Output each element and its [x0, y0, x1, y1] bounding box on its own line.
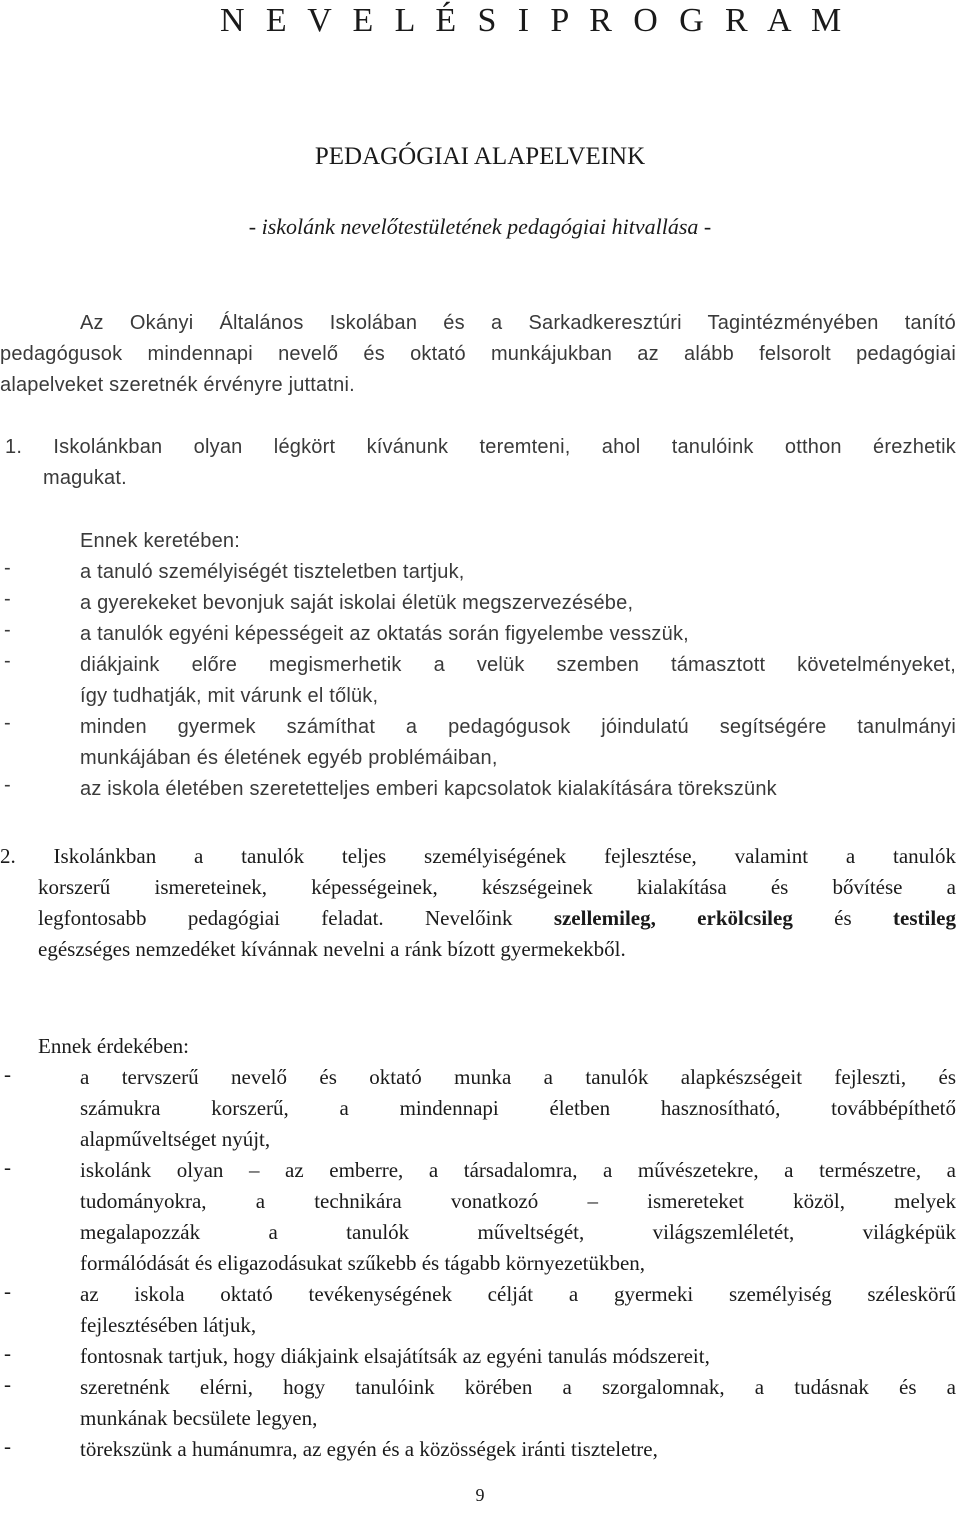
principle-1 — [5, 432, 956, 494]
list-dash: - — [4, 588, 11, 610]
list-item-text: munkának becsülete legyen, — [80, 1406, 318, 1430]
list-item — [0, 588, 956, 619]
list-item-text: a tanuló személyiségét tiszteletben tartjuk, — [80, 561, 465, 583]
list-item — [0, 1279, 956, 1341]
list-dash: - — [4, 619, 11, 641]
list-item — [0, 1155, 956, 1279]
list-item — [0, 774, 956, 805]
list-item-text: diákjaink előre megismerhetik a velük szemben támasztott követelményeket, — [80, 654, 956, 676]
list-dash: - — [4, 774, 11, 796]
subtitle: - iskolánk nevelőtestületének pedagógiai hitvallása - — [248, 214, 712, 239]
list-item — [0, 557, 956, 588]
intro-line: Az Okányi Általános Iskolában és a Sarkadkeresztúri Tagintézményében tanító — [80, 312, 956, 334]
frame-2-lead: Ennek érdekében: — [38, 1034, 190, 1058]
frame-1-list — [0, 526, 956, 805]
frame-1-lead: Ennek keretében: — [80, 530, 240, 552]
frame-2-list — [0, 1031, 956, 1465]
main-title: N E V E L É S I P R O G R A M — [220, 2, 848, 39]
principle-2-line: korszerű ismereteinek, képességeinek, készségeinek kialakítása és bővítése a — [38, 875, 956, 899]
list-dash: - — [4, 557, 11, 579]
list-item-text: szeretnénk elérni, hogy tanulóink körében a szorgalomnak, a tudásnak és a — [80, 1375, 956, 1399]
principle-1-line: magukat. — [43, 467, 127, 489]
list-item-text: fontosnak tartjuk, hogy diákjaink elsajátítsák az egyéni tanulás módszereit, — [80, 1344, 710, 1368]
list-dash: - — [4, 1341, 11, 1365]
list-item — [0, 650, 956, 712]
list-dash: - — [4, 1279, 11, 1303]
list-item — [0, 712, 956, 774]
principle-2-line: 2. Iskolánkban a tanulók teljes személyiségének fejlesztése, valamint a tanulók — [0, 844, 956, 868]
list-item-text: minden gyermek számíthat a pedagógusok jóindulatú segítségére tanulmányi — [80, 716, 956, 738]
list-item-text: így tudhatják, mit várunk el tőlük, — [80, 685, 379, 707]
intro-line: pedagógusok mindennapi nevelő és oktató munkájukban az alább felsorolt pedagógiai — [0, 343, 956, 365]
principle-2-line — [0, 903, 956, 934]
principle-2-line: egészséges nemzedéket kívánnak nevelni a ránk bízott gyermekekből. — [38, 937, 626, 961]
list-item-text: a tanulók egyéni képességeit az oktatás során figyelembe vesszük, — [80, 623, 689, 645]
list-item-text: az iskola oktató tevékenységének célját a gyermeki személyiség széleskörű — [80, 1282, 956, 1306]
list-item — [0, 1434, 956, 1465]
list-item-text: megalapozzák a tanulók műveltségét, világszemléletét, világképük — [80, 1220, 956, 1244]
principle-2-text: és — [792, 906, 893, 930]
list-item-text: a tervszerű nevelő és oktató munka a tanulók alapkészségeit fejleszti, és — [80, 1065, 956, 1089]
principle-2 — [0, 841, 956, 965]
list-item-text: alapműveltséget nyújt, — [80, 1127, 271, 1151]
section-heading: PEDAGÓGIAI ALAPELVEINK — [314, 143, 646, 170]
principle-1-line: 1. Iskolánkban olyan légkört kívánunk teremteni, ahol tanulóink otthon érezhetik — [5, 436, 956, 458]
list-item-text: az iskola életében szeretetteljes emberi kapcsolatok kialakítására törekszünk — [80, 778, 777, 800]
list-item-text: munkájában és életének egyéb problémáiban, — [80, 747, 498, 769]
principle-2-bold: szellemileg, erkölcsileg — [553, 906, 793, 930]
list-item — [0, 619, 956, 650]
principle-2-text: legfontosabb pedagógiai feladat. Nevelőink — [38, 906, 554, 930]
list-item-text: törekszünk a humánumra, az egyén és a közösségek iránti tiszteletre, — [80, 1437, 658, 1461]
page-number: 9 — [475, 1485, 485, 1505]
list-dash: - — [4, 1155, 11, 1179]
intro-line: alapelveket szeretnék érvényre juttatni. — [0, 374, 355, 396]
list-dash: - — [4, 712, 11, 734]
list-item-text: tudományokra, a technikára vonatkozó – ismereteket közöl, melyek — [80, 1189, 956, 1213]
list-dash: - — [4, 1062, 11, 1086]
list-dash: - — [4, 1372, 11, 1396]
principle-2-bold: testileg — [893, 906, 956, 930]
list-dash: - — [4, 650, 11, 672]
list-item-text: iskolánk olyan – az emberre, a társadalomra, a művészetekre, a természetre, a — [80, 1158, 956, 1182]
list-item-text: formálódását és eligazodásukat szűkebb és tágabb környezetükben, — [80, 1251, 646, 1275]
list-item — [0, 1062, 956, 1155]
list-item-text: fejlesztésében látjuk, — [80, 1313, 257, 1337]
list-item-text: számukra korszerű, a mindennapi életben hasznosítható, továbbépíthető — [80, 1096, 956, 1120]
list-dash: - — [4, 1434, 11, 1458]
list-item-text: a gyerekeket bevonjuk saját iskolai életük megszervezésébe, — [80, 592, 634, 614]
intro-paragraph — [0, 308, 956, 401]
list-item — [0, 1372, 956, 1434]
list-item — [0, 1341, 956, 1372]
